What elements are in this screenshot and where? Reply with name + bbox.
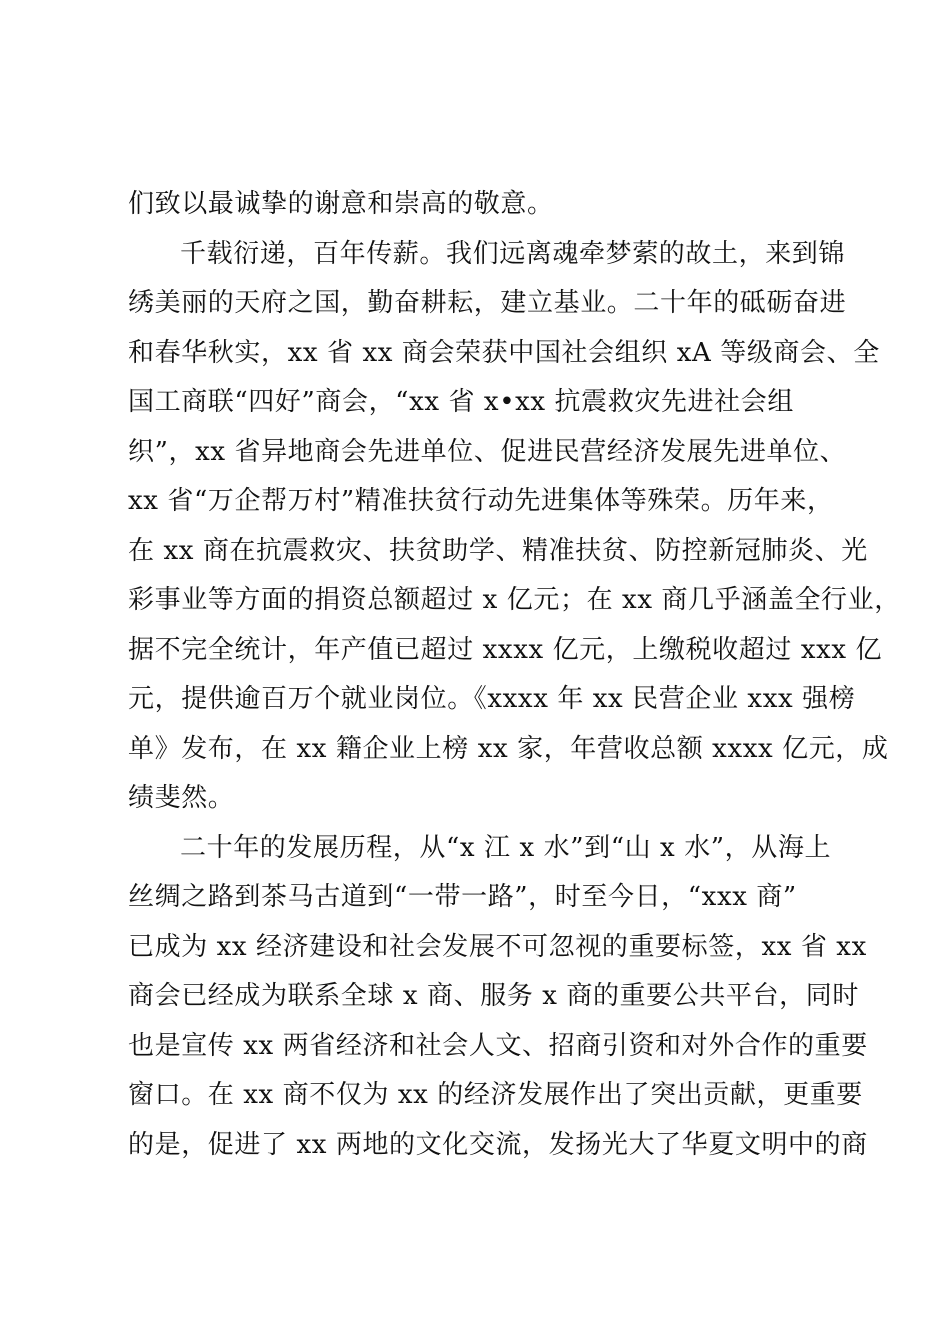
document-body xyxy=(128,180,901,1170)
text-line: 们致以最诚挚的谢意和崇高的敬意。 xyxy=(128,189,554,219)
text-line: 也是宣传 xx 两省经济和社会人文、招商引资和对外合作的重要 xyxy=(128,1030,868,1061)
text-line: 绩斐然。 xyxy=(128,783,235,813)
paragraph-start-line: 二十年的发展历程，从“x 江 x 水”到“山 x 水”，从海上 xyxy=(180,832,832,863)
text-line: 的是，促进了 xx 两地的文化交流，发扬光大了华夏文明中的商 xyxy=(128,1129,868,1160)
text-line: 在 xx 商在抗震救灾、扶贫助学、精准扶贫、防控新冠肺炎、光 xyxy=(128,535,868,566)
text-line: xx 省“万企帮万村”精准扶贫行动先进集体等殊荣。历年来， xyxy=(128,486,834,516)
text-line: 单》发布，在 xx 籍企业上榜 xx 家，年营收总额 xxxx 亿元，成 xyxy=(128,733,889,764)
text-line: 绣美丽的天府之国，勤奋耕耘，建立基业。二十年的砥砺奋进 xyxy=(128,288,847,318)
text-line: 元，提供逾百万个就业岗位。《xxxx 年 xx 民营企业 xxx 强榜 xyxy=(128,684,856,714)
text-line: 商会已经成为联系全球 x 商、服务 x 商的重要公共平台，同时 xyxy=(128,981,859,1011)
text-line: 彩事业等方面的捐资总额超过 x 亿元；在 xx 商几乎涵盖全行业， xyxy=(128,585,901,615)
text-line: 和春华秋实，xx 省 xx 商会荣获中国社会组织 xA 等级商会、全 xyxy=(128,337,880,368)
text-line: 窗口。在 xx 商不仅为 xx 的经济发展作出了突出贡献，更重要 xyxy=(128,1080,863,1110)
text-line: 已成为 xx 经济建设和社会发展不可忽视的重要标签，xx 省 xx xyxy=(128,931,867,962)
paragraph-start-line: 千载衍递，百年传薪。我们远离魂牵梦萦的故土，来到锦 xyxy=(180,238,846,269)
text-line: 国工商联“四好”商会，“xx 省 x•xx 抗震救灾先进社会组 xyxy=(128,387,794,417)
text-line: 据不完全统计，年产值已超过 xxxx 亿元，上缴税收超过 xxx 亿 xyxy=(128,634,883,665)
text-line: 织”，xx 省异地商会先进单位、促进民营经济发展先进单位、 xyxy=(128,436,847,467)
text-line: 丝绸之路到茶马古道到“一带一路”，时至今日，“xxx 商” xyxy=(128,882,797,912)
